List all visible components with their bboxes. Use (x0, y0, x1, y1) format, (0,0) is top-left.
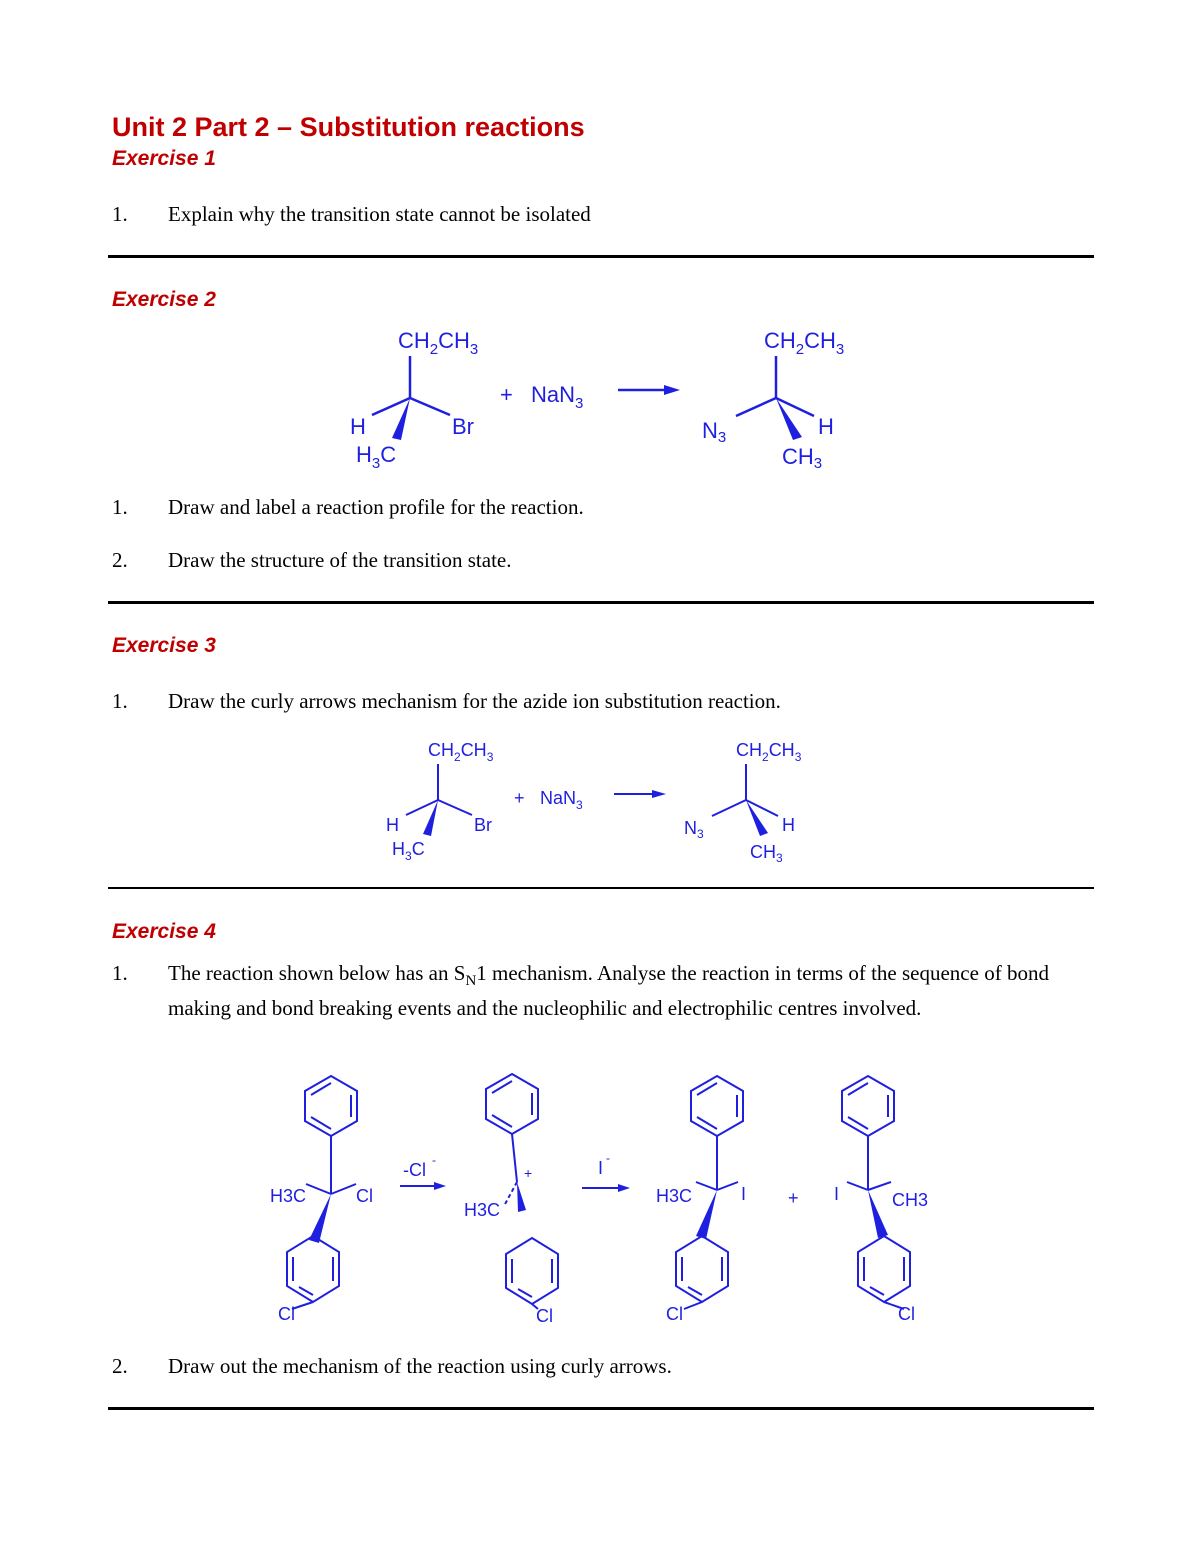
para-chlorine: Cl (898, 1304, 915, 1324)
section-divider (108, 255, 1094, 258)
product-bottom-group: $CH_3$ (750, 842, 783, 865)
question-number: 1. (112, 689, 128, 713)
plus-sign: + (500, 382, 513, 407)
section-divider (108, 601, 1094, 604)
reactant-left-group: H (350, 414, 366, 439)
sn2-reaction-scheme-large (0, 310, 1200, 480)
reactant-top-group: $CH_2CH_3$ (428, 740, 494, 764)
question-number: 1. (112, 202, 128, 226)
product-top-group: $CH_2CH_3$ (764, 328, 845, 358)
methyl-group: H3C (656, 1186, 693, 1206)
reactant-top-group: $CH_2CH_3$ (398, 328, 479, 358)
exercise-4-heading: Exercise 4 (112, 920, 216, 943)
question-text: Draw the curly arrows mechanism for the azide ion substitution reaction. (168, 689, 781, 713)
section-divider (108, 1407, 1094, 1410)
product-molecule-2 (834, 1076, 928, 1324)
cation-charge: + (524, 1165, 533, 1181)
sn1-reactant-molecule (270, 1076, 373, 1324)
step2-charge: - (606, 1151, 610, 1165)
reactant-right-group: Br (474, 815, 492, 835)
para-chlorine: Cl (536, 1306, 553, 1326)
iodine-group: I (834, 1184, 840, 1204)
reactant-left-group: H (386, 815, 399, 835)
sn2-reaction-scheme-small (0, 730, 1200, 870)
question-text: Draw the structure of the transition state. (168, 548, 512, 572)
product-molecule (684, 740, 802, 865)
methyl-group: CH3 (892, 1190, 929, 1210)
question-text: Draw out the mechanism of the reaction using curly arrows. (168, 1354, 672, 1378)
reactant-right-group: Br (452, 414, 474, 439)
step1-label: -Cl (403, 1160, 426, 1180)
chlorine-leaving-group: Cl (356, 1186, 373, 1206)
product-right-group: H (782, 815, 795, 835)
exercise-1-heading: Exercise 1 (112, 147, 216, 170)
product-molecule (702, 328, 844, 472)
iodine-group: I (741, 1184, 747, 1204)
product-plus-sign: + (788, 1188, 799, 1208)
methyl-group: H3C (464, 1200, 501, 1220)
carbocation-intermediate (464, 1074, 558, 1326)
question-text: Draw and label a reaction profile for the reaction. (168, 495, 584, 519)
step2-label: I (598, 1158, 604, 1178)
product-right-group: H (818, 414, 834, 439)
reactant-molecule (386, 740, 494, 863)
product-bottom-group: CH3 (782, 444, 823, 472)
product-left-group: N3 (702, 418, 727, 446)
product-top-group: $CH_2CH_3$ (736, 740, 802, 764)
para-chlorine: Cl (666, 1304, 683, 1324)
sn1-reaction-scheme (0, 1060, 1200, 1330)
exercise-2-heading: Exercise 2 (112, 288, 216, 311)
page-title: Unit 2 Part 2 – Substitution reactions (112, 112, 585, 142)
para-chlorine: Cl (278, 1304, 295, 1324)
section-divider (108, 887, 1094, 889)
reactant-molecule (350, 328, 478, 472)
exercise-3-heading: Exercise 3 (112, 634, 216, 657)
question-number: 1. (112, 495, 128, 519)
product-molecule-1 (656, 1076, 746, 1324)
reagent-label: NaN$_3$ (540, 788, 583, 812)
question-number: 2. (112, 1354, 128, 1378)
reagent-label: NaN$_3$ (531, 382, 584, 412)
question-number: 2. (112, 548, 128, 572)
question-number: 1. (112, 961, 128, 985)
step1-charge: - (432, 1153, 436, 1167)
reactant-bottom-group: $H_3C$ (392, 839, 425, 863)
question-text: The reaction shown below has an $S_N1$ mechanism. Analyse the reaction in terms of the sequence of bond making and bond breaking events and the nucleophilic and electrophilic centres involved. (168, 961, 1049, 1021)
plus-sign: + (514, 788, 525, 808)
question-text: Explain why the transition state cannot be isolated (168, 202, 591, 226)
methyl-group: H3C (270, 1186, 307, 1206)
reactant-bottom-group: $H_3C$ (356, 442, 397, 472)
product-left-group: $N_3$ (684, 818, 704, 841)
